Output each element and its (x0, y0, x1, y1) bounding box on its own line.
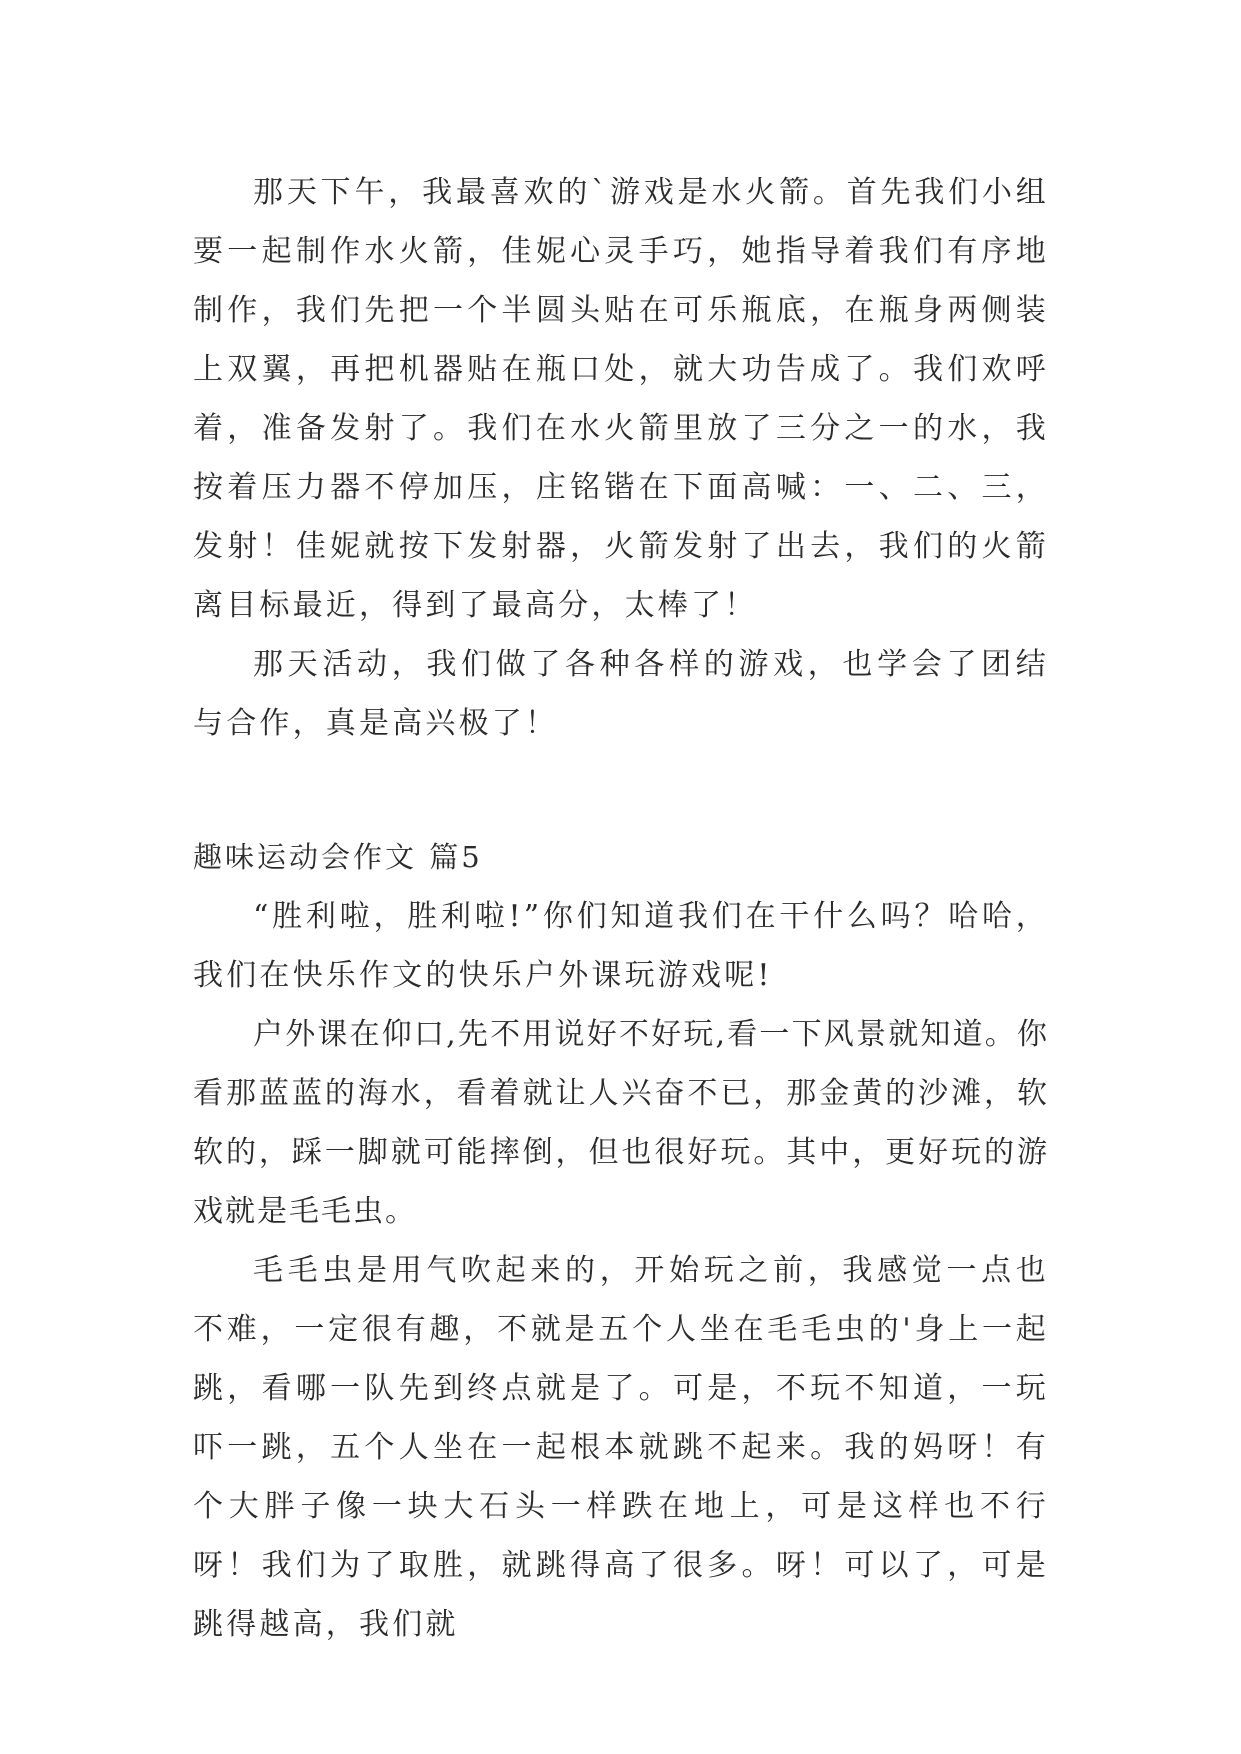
paragraph-victory: “胜利啦，胜利啦!”你们知道我们在干什么吗？哈哈，我们在快乐作文的快乐户外课玩游戏呢! (193, 899, 1049, 993)
paragraph-outdoor-class: 户外课在仰口,先不用说好不好玩,看一下风景就知道。你看那蓝蓝的海水，看着就让人兴奋不已，那金黄的沙滩，软软的，踩一脚就可能摔倒，但也很好玩。其中，更好玩的游戏就是毛毛虫。 (193, 1017, 1049, 1229)
paragraph-water-rocket: 那天下午，我最喜欢的`游戏是水火箭。首先我们小组要一起制作水火箭，佳妮心灵手巧，她指导着我们有序地制作，我们先把一个半圆头贴在可乐瓶底，在瓶身两侧装上双翼，再把机器贴在瓶口处，就大功告成了。我们欢呼着，准备发射了。我们在水火箭里放了三分之一的水，我按着压力器不停加压，庄铭锴在下面高喊：一、二、三，发射！佳妮就按下发射器，火箭发射了出去，我们的火箭离目标最近，得到了最高分，太棒了！ (193, 175, 1049, 623)
paragraph-activity-summary: 那天活动，我们做了各种各样的游戏，也学会了团结与合作，真是高兴极了！ (193, 647, 1049, 741)
paragraph-caterpillar-game: 毛毛虫是用气吹起来的，开始玩之前，我感觉一点也不难，一定很有趣，不就是五个人坐在毛毛虫的'身上一起跳，看哪一队先到终点就是了。可是，不玩不知道，一玩吓一跳，五个人坐在一起根本就跳不起来。我的妈呀！有个大胖子像一块大石头一样跌在地上，可是这样也不行呀！我们为了取胜，就跳得高了很多。呀！可以了，可是跳得越高，我们就 (193, 1253, 1049, 1642)
document-body (193, 163, 1049, 1654)
section-title: 趣味运动会作文 篇5 (193, 840, 483, 874)
